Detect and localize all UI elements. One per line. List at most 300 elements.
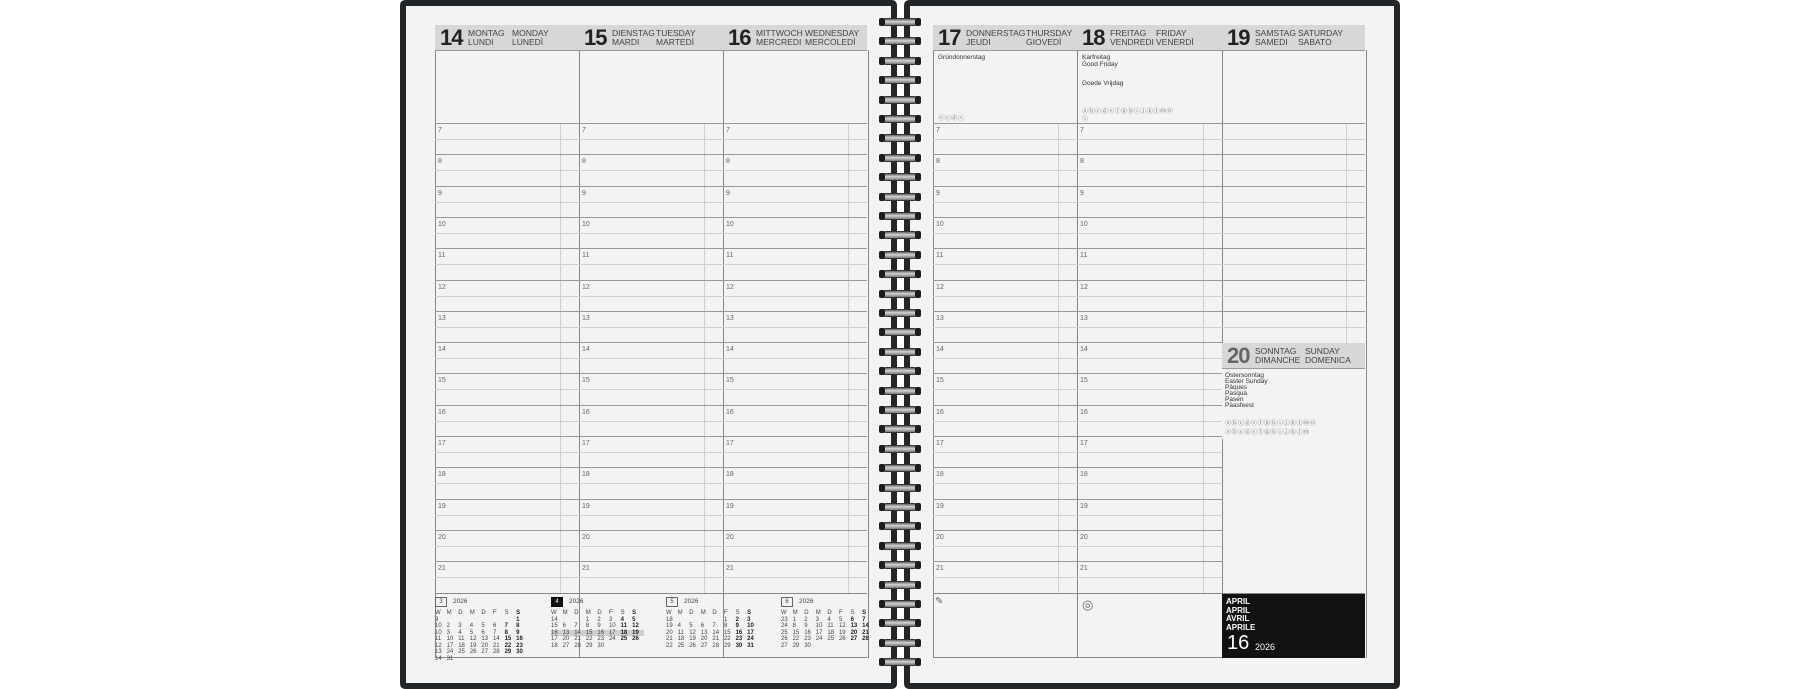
- hour-row[interactable]: [435, 405, 579, 437]
- day-cell: 19: [469, 642, 477, 649]
- hour-row[interactable]: [579, 280, 723, 312]
- day-name-it: VENERDÌ: [1156, 37, 1194, 47]
- sub-column-line: [1203, 281, 1204, 312]
- hour-row[interactable]: [1222, 186, 1365, 218]
- day-cell: 17: [609, 630, 621, 637]
- holiday-note: Good Friday: [1082, 61, 1118, 68]
- day-cell: 30: [597, 642, 605, 649]
- sub-column-line: [704, 187, 705, 218]
- day-cell: 13: [481, 636, 489, 642]
- holiday-region-symbols: ⓐⓑⓒⓓⓔⓕⓖⓗⓘⓙⓚⓛⓜⓝ: [1082, 109, 1174, 115]
- day-header: [723, 25, 867, 51]
- hour-row[interactable]: [1222, 311, 1365, 343]
- day-cell: [827, 643, 839, 650]
- hour-row[interactable]: [1077, 186, 1222, 218]
- hour-label: 11: [582, 252, 590, 260]
- half-hour-line: [579, 515, 723, 516]
- sub-column-line: [848, 312, 849, 343]
- hour-row[interactable]: [1077, 499, 1222, 531]
- hour-label: 11: [726, 252, 734, 260]
- hour-row[interactable]: [933, 186, 1077, 218]
- day-cell: 9: [597, 623, 601, 629]
- sub-column-line: [560, 374, 561, 405]
- week-number-cell: 14: [551, 616, 558, 623]
- sub-column-line: [560, 281, 561, 312]
- half-hour-line: [723, 452, 867, 453]
- pencil-icon: ✎: [935, 596, 944, 607]
- sub-column-line: [704, 437, 705, 468]
- spiral-ring: [879, 326, 921, 338]
- hour-row[interactable]: [723, 499, 867, 531]
- day-cell: 15: [504, 636, 512, 642]
- day-cell: [632, 643, 644, 650]
- hour-row[interactable]: [933, 436, 1077, 468]
- day-cell: 15: [586, 630, 598, 637]
- sub-column-line: [1346, 124, 1347, 155]
- hour-row[interactable]: [1077, 311, 1222, 343]
- hour-row[interactable]: [1222, 123, 1365, 155]
- hour-label: 20: [582, 533, 590, 541]
- hour-row[interactable]: [1077, 342, 1222, 374]
- sub-column-line: [1203, 218, 1204, 249]
- day-name-it: LUNEDÌ: [512, 37, 544, 47]
- hour-label: 14: [1080, 346, 1088, 354]
- hour-row[interactable]: [435, 436, 579, 468]
- sub-column-line: [1203, 406, 1204, 437]
- day-cell: 8: [504, 629, 508, 636]
- sub-column-line: [560, 187, 561, 218]
- day-header: [1222, 25, 1365, 51]
- hour-row[interactable]: [1077, 154, 1222, 186]
- half-hour-line: [579, 296, 723, 297]
- day-cell: 24: [747, 636, 754, 642]
- hour-row[interactable]: [1222, 217, 1365, 249]
- day-name-en: TUESDAY: [656, 28, 696, 38]
- hour-row[interactable]: [435, 154, 579, 186]
- hour-row[interactable]: [933, 342, 1077, 374]
- hour-label: 19: [726, 502, 734, 510]
- month-number: 5: [666, 597, 678, 607]
- hour-label: 17: [936, 440, 944, 447]
- hour-row[interactable]: [723, 561, 867, 593]
- sub-column-line: [1058, 187, 1059, 218]
- hour-row[interactable]: [435, 342, 579, 374]
- day-header: [435, 25, 579, 51]
- half-hour-line: [579, 327, 723, 328]
- sub-column-line: [848, 124, 849, 155]
- hour-label: 13: [582, 314, 590, 322]
- day-cell: 14: [492, 636, 500, 642]
- day-cell: 27: [481, 649, 489, 655]
- weekday-label: D: [689, 610, 694, 616]
- day-cell: 13: [563, 630, 575, 637]
- hour-row[interactable]: [933, 311, 1077, 343]
- hour-label: 8: [936, 158, 940, 166]
- day-cell: [621, 643, 633, 650]
- sub-column-line: [1058, 437, 1059, 468]
- weekday-label: W: [666, 610, 672, 616]
- hour-label: 20: [936, 533, 944, 541]
- day-name-de: DONNERSTAG: [966, 28, 1026, 38]
- day-cell: 12: [689, 629, 696, 636]
- half-hour-line: [435, 389, 579, 390]
- hour-row[interactable]: [723, 373, 867, 405]
- hour-row[interactable]: [723, 217, 867, 249]
- weekday-label: S: [862, 610, 867, 616]
- hour-row[interactable]: [723, 280, 867, 312]
- spiral-ring: [879, 288, 921, 300]
- holiday-region-symbols: ⓐⓑⓒⓓⓔⓕⓖⓗⓘⓙⓚⓛⓜⓝ: [1225, 421, 1317, 427]
- hour-label: 9: [438, 189, 442, 197]
- day-cell: [493, 656, 505, 663]
- day-name-fr: DIMANCHE: [1255, 355, 1301, 365]
- hour-row[interactable]: [723, 405, 867, 437]
- half-hour-line: [933, 327, 1077, 328]
- holiday-note: Paasfeest: [1225, 402, 1254, 409]
- day-cell: 27: [562, 642, 570, 649]
- hour-label: 12: [936, 283, 944, 291]
- half-hour-line: [435, 233, 579, 234]
- hour-row[interactable]: [933, 280, 1077, 312]
- sunday-notes: [1222, 369, 1365, 439]
- hour-row[interactable]: [723, 186, 867, 218]
- sunday-header: [1222, 343, 1365, 369]
- day-cell: 2: [597, 616, 601, 623]
- grid-bottom-line: [933, 593, 1077, 594]
- sub-column-line: [848, 281, 849, 312]
- hour-row[interactable]: [933, 123, 1077, 155]
- half-hour-line: [1222, 139, 1365, 140]
- hour-row[interactable]: [723, 467, 867, 499]
- hour-row[interactable]: [579, 436, 723, 468]
- sub-column-line: [1058, 406, 1059, 437]
- hour-row[interactable]: [435, 280, 579, 312]
- sub-column-line: [704, 218, 705, 249]
- month-number: 6: [781, 597, 793, 607]
- half-hour-line: [579, 483, 723, 484]
- day-cell: 20: [481, 642, 489, 649]
- sub-column-line: [560, 312, 561, 343]
- sub-column-line: [1058, 500, 1059, 531]
- sub-column-line: [1058, 124, 1059, 155]
- weekday-label: M: [700, 610, 706, 616]
- hour-row[interactable]: [1077, 436, 1222, 468]
- hour-row[interactable]: [579, 405, 723, 437]
- half-hour-line: [1077, 483, 1222, 484]
- hour-label: 10: [582, 220, 590, 228]
- hour-row[interactable]: [435, 373, 579, 405]
- half-hour-line: [723, 389, 867, 390]
- half-hour-line: [435, 264, 579, 265]
- hour-row[interactable]: [579, 499, 723, 531]
- day-cell: 2: [735, 616, 739, 623]
- day-cell: 9: [804, 623, 808, 629]
- hour-row[interactable]: [1077, 530, 1222, 562]
- sub-column-line: [560, 562, 561, 593]
- month-number: 3: [435, 597, 447, 607]
- spiral-binding: [879, 12, 921, 672]
- day-cell: 4: [827, 616, 831, 623]
- half-hour-line: [1077, 170, 1222, 171]
- hour-row[interactable]: [435, 123, 579, 155]
- hour-row[interactable]: [933, 154, 1077, 186]
- hour-row[interactable]: [435, 186, 579, 218]
- spiral-ring: [879, 365, 921, 377]
- spiral-ring: [879, 423, 921, 435]
- half-hour-line: [435, 139, 579, 140]
- weekday-label: D: [458, 610, 463, 616]
- half-hour-line: [723, 421, 867, 422]
- hour-row[interactable]: [435, 530, 579, 562]
- mini-calendar-week-row: [781, 643, 874, 650]
- hour-label: 11: [438, 252, 446, 260]
- sub-column-line: [848, 218, 849, 249]
- day-cell: 25: [677, 642, 685, 649]
- day-cell: 24: [815, 636, 823, 642]
- weekday-label: F: [838, 610, 843, 616]
- half-hour-line: [579, 202, 723, 203]
- sub-column-line: [1346, 249, 1347, 280]
- hour-label: 8: [726, 158, 730, 166]
- day-name-fr: MERCREDI: [756, 37, 802, 47]
- day-cell: 22: [723, 636, 731, 642]
- half-hour-line: [723, 327, 867, 328]
- half-hour-line: [723, 139, 867, 140]
- sub-column-line: [704, 312, 705, 343]
- grid-bottom-line: [723, 593, 867, 594]
- half-hour-line: [1077, 389, 1222, 390]
- hour-row[interactable]: [723, 248, 867, 280]
- hour-row[interactable]: [933, 405, 1077, 437]
- spiral-ring: [879, 579, 921, 591]
- hour-row[interactable]: [1222, 154, 1365, 186]
- hour-row[interactable]: [579, 311, 723, 343]
- half-hour-line: [435, 577, 579, 578]
- day-cell: 3: [747, 616, 751, 623]
- hour-row[interactable]: [435, 467, 579, 499]
- weekday-label: M: [815, 610, 821, 616]
- hour-row[interactable]: [435, 561, 579, 593]
- half-hour-line: [1077, 264, 1222, 265]
- half-hour-line: [933, 515, 1077, 516]
- day-number: 16: [728, 25, 751, 50]
- hour-row[interactable]: [579, 154, 723, 186]
- hour-label: 21: [936, 565, 944, 573]
- sub-column-line: [560, 155, 561, 186]
- sub-column-line: [1058, 343, 1059, 374]
- hour-row[interactable]: [1077, 467, 1222, 499]
- hour-row[interactable]: [435, 248, 579, 280]
- day-cell: 1: [792, 616, 796, 623]
- hour-row[interactable]: [1077, 280, 1222, 312]
- spiral-ring: [879, 462, 921, 474]
- hour-row[interactable]: [579, 373, 723, 405]
- sub-column-line: [704, 249, 705, 280]
- half-hour-line: [933, 483, 1077, 484]
- sub-column-line: [704, 500, 705, 531]
- sub-column-line: [848, 187, 849, 218]
- weekday-label: F: [608, 610, 613, 616]
- hour-label: 12: [1080, 283, 1088, 291]
- mini-calendar-may: [666, 597, 772, 659]
- hour-row[interactable]: [579, 186, 723, 218]
- hour-row[interactable]: [579, 248, 723, 280]
- day-cell: 21: [574, 636, 581, 642]
- hour-label: 15: [726, 377, 734, 385]
- spiral-ring: [879, 482, 921, 494]
- hour-row[interactable]: [1077, 217, 1222, 249]
- holiday-region-symbols: ⓘ: [1082, 117, 1089, 123]
- sub-column-line: [704, 124, 705, 155]
- hour-row[interactable]: [723, 154, 867, 186]
- half-hour-line: [1077, 546, 1222, 547]
- day-cell: 18: [827, 629, 835, 636]
- half-hour-line: [933, 264, 1077, 265]
- week-number-cell: 21: [666, 636, 673, 642]
- hour-label: 7: [582, 127, 586, 134]
- sub-column-line: [848, 531, 849, 562]
- hour-row[interactable]: [579, 561, 723, 593]
- hour-label: 10: [438, 220, 446, 228]
- sub-column-line: [1058, 531, 1059, 562]
- spiral-ring: [879, 249, 921, 261]
- weekday-label: M: [792, 610, 798, 616]
- weekday-label: D: [481, 610, 486, 616]
- hour-row[interactable]: [1077, 248, 1222, 280]
- sub-column-line: [1346, 312, 1347, 343]
- half-hour-line: [933, 577, 1077, 578]
- hour-row[interactable]: [933, 561, 1077, 593]
- half-hour-line: [723, 358, 867, 359]
- sub-column-line: [1203, 531, 1204, 562]
- weekday-label: S: [620, 610, 625, 616]
- day-cell: 5: [469, 629, 474, 636]
- hour-row[interactable]: [933, 217, 1077, 249]
- spiral-ring: [879, 152, 921, 164]
- month-name-de: APRIL: [1226, 597, 1250, 606]
- hour-row[interactable]: [933, 248, 1077, 280]
- hour-row[interactable]: [1077, 373, 1222, 405]
- mini-calendar-week-row: [435, 656, 528, 663]
- day-cell: 3: [608, 616, 613, 623]
- day-cell: 3: [815, 616, 820, 623]
- hour-label: 18: [726, 471, 734, 479]
- hour-row[interactable]: [1077, 405, 1222, 437]
- hour-row[interactable]: [579, 123, 723, 155]
- weekday-label: S: [504, 610, 509, 616]
- day-cell: 16: [804, 629, 811, 636]
- half-hour-line: [579, 546, 723, 547]
- hour-row[interactable]: [933, 530, 1077, 562]
- hour-row[interactable]: [579, 530, 723, 562]
- day-cell: 10: [747, 623, 754, 629]
- month-box: [1222, 594, 1365, 658]
- half-hour-line: [723, 546, 867, 547]
- hour-row[interactable]: [933, 467, 1077, 499]
- day-cell: 31: [446, 655, 454, 662]
- day-cell: 23: [597, 636, 605, 642]
- half-hour-line: [579, 264, 723, 265]
- week-number-cell: 18: [551, 642, 558, 649]
- hour-row[interactable]: [723, 530, 867, 562]
- sub-column-line: [560, 124, 561, 155]
- hour-label: 15: [936, 377, 944, 385]
- hour-row[interactable]: [1077, 123, 1222, 155]
- hour-row[interactable]: [579, 342, 723, 374]
- day-number: 18: [1082, 25, 1105, 50]
- sub-column-line: [1058, 468, 1059, 499]
- day-cell: 21: [712, 636, 720, 642]
- hour-label: 19: [1080, 502, 1088, 510]
- hour-row[interactable]: [435, 217, 579, 249]
- week-number-cell: 9: [435, 616, 439, 623]
- hour-row[interactable]: [579, 467, 723, 499]
- day-cell: 10: [446, 636, 454, 642]
- day-name-it: DOMENICA: [1305, 355, 1351, 365]
- spiral-ring: [879, 210, 921, 222]
- hour-row[interactable]: [435, 499, 579, 531]
- day-cell: 18: [677, 636, 685, 642]
- week-number-cell: 14: [435, 655, 442, 662]
- sub-column-line: [1203, 562, 1204, 593]
- spiral-ring: [879, 346, 921, 358]
- mini-year: 2026: [453, 598, 468, 605]
- day-name-de: SONNTAG: [1255, 346, 1297, 356]
- hour-row[interactable]: [723, 123, 867, 155]
- half-hour-line: [435, 515, 579, 516]
- day-cell: 26: [632, 636, 639, 642]
- hour-label: 19: [438, 502, 446, 510]
- weekday-label: S: [632, 610, 637, 616]
- half-hour-line: [723, 483, 867, 484]
- spiral-ring: [879, 74, 921, 86]
- hour-row[interactable]: [933, 373, 1077, 405]
- hour-row[interactable]: [723, 311, 867, 343]
- hour-row[interactable]: [1222, 280, 1365, 312]
- mini-calendar-week-row: [666, 643, 759, 650]
- day-cell: 10: [608, 623, 616, 629]
- day-name-de: SAMSTAG: [1255, 28, 1296, 38]
- hour-row[interactable]: [435, 311, 579, 343]
- day-cell: 24: [608, 636, 616, 642]
- hour-row[interactable]: [723, 342, 867, 374]
- day-header: [579, 25, 723, 51]
- day-cell: 8: [723, 623, 728, 629]
- hour-label: 18: [1080, 471, 1088, 479]
- hour-row[interactable]: [1077, 561, 1222, 593]
- hour-label: 18: [582, 471, 590, 479]
- day-cell: 1: [585, 616, 590, 623]
- weekday-label: D: [574, 610, 579, 616]
- day-cell: [851, 643, 863, 650]
- hour-row[interactable]: [723, 436, 867, 468]
- hour-row[interactable]: [1222, 248, 1365, 280]
- spiral-ring: [879, 559, 921, 571]
- day-cell: 5: [481, 623, 485, 629]
- day-name-fr: JEUDI: [966, 37, 991, 47]
- day-cell: 8: [792, 623, 796, 629]
- hour-row[interactable]: [933, 499, 1077, 531]
- day-name-en: SATURDAY: [1298, 28, 1344, 38]
- holiday-note: Ostersonntag: [1225, 372, 1265, 379]
- sub-column-line: [1203, 500, 1204, 531]
- hour-row[interactable]: [579, 217, 723, 249]
- sub-column-line: [1203, 312, 1204, 343]
- hour-label: 8: [582, 158, 586, 166]
- half-hour-line: [933, 139, 1077, 140]
- weekday-label: F: [492, 610, 497, 616]
- day-cell: 10: [815, 623, 823, 629]
